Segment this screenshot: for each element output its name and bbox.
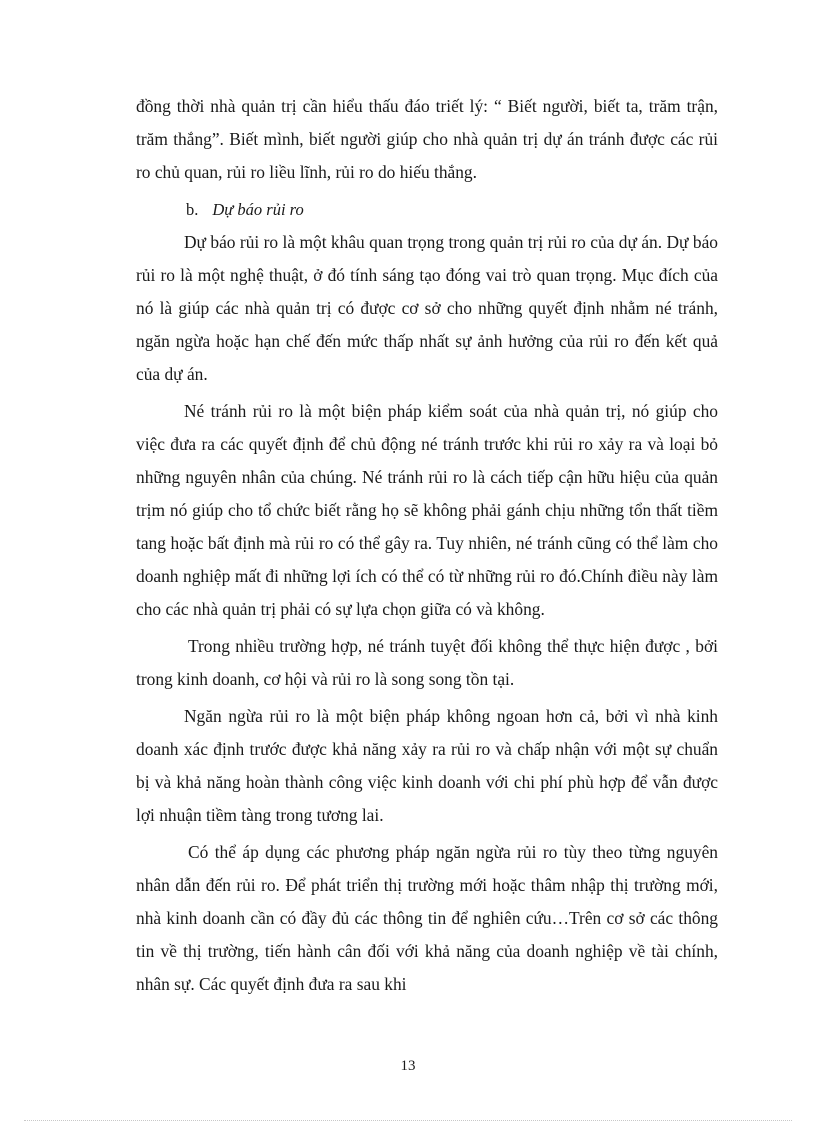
section-heading-label: b.: [186, 200, 199, 219]
paragraph-prevention: Ngăn ngừa rủi ro là một biện pháp không ngoan hơn cả, bởi vì nhà kinh doanh xác định trước được khả năng xảy ra rủi ro và chấp nhận với một sự chuẩn bị và khả năng hoàn thành công việc kinh doanh với chi phí phù hợp để vẫn được lợi nhuận tiềm tàng trong tương lai.: [136, 706, 718, 825]
paragraph-forecast: Dự báo rủi ro là một khâu quan trọng trong quản trị rủi ro của dự án. Dự báo rủi ro là một nghệ thuật, ở đó tính sáng tạo đóng vai trò quan trọng. Mục đích của nó là giúp các nhà quản trị có được cơ sở cho những quyết định nhằm né tránh, ngăn ngừa hoặc hạn chế đến mức thấp nhất sự ảnh hưởng của rủi ro đến kết quả của dự án.: [136, 232, 718, 384]
paragraph-avoidance-limits: Trong nhiều trường hợp, né tránh tuyệt đối không thể thực hiện được , bởi trong kinh doanh, cơ hội và rủi ro là song song tồn tại.: [136, 636, 718, 689]
page-content: [136, 90, 718, 1005]
paragraph-intro: đồng thời nhà quản trị cần hiểu thấu đáo triết lý: “ Biết người, biết ta, trăm trận, trăm thắng”. Biết mình, biết người giúp cho nhà quản trị dự án tránh được các rủi ro chủ quan, rủi ro liều lĩnh, rủi ro do hiếu thắng.: [136, 96, 718, 182]
paragraph-prevention-methods: Có thể áp dụng các phương pháp ngăn ngừa rủi ro tùy theo từng nguyên nhân dẫn đến rủi ro. Để phát triển thị trường mới hoặc thâm nhập thị trường mới, nhà kinh doanh cần có đầy đủ các thông tin để nghiên cứu…Trên cơ sở các thông tin về thị trường, tiến hành cân đối với khả năng của doanh nghiệp về tài chính, nhân sự. Các quyết định đưa ra sau khi: [136, 842, 718, 994]
section-heading-text: Dự báo rủi ro: [212, 200, 304, 219]
page-number: 13: [400, 1058, 416, 1074]
section-heading: [136, 193, 718, 226]
paragraph-avoidance: Né tránh rủi ro là một biện pháp kiểm soát của nhà quản trị, nó giúp cho việc đưa ra các quyết định để chủ động né tránh trước khi rủi ro xảy ra và loại bỏ những nguyên nhân của chúng. Né tránh rủi ro là cách tiếp cận hữu hiệu của quản trịm nó giúp cho tổ chức biết rằng họ sẽ không phải gánh chịu những tổn thất tiềm tang hoặc bất định mà rủi ro có thể gây ra. Tuy nhiên, né tránh cũng có thể làm cho doanh nghiệp mất đi những lợi ích có thể có từ những rủi ro đó.Chính điều này làm cho các nhà quản trị phải có sự lựa chọn giữa có và không.: [136, 401, 718, 619]
page-bottom-divider: [24, 1120, 792, 1121]
